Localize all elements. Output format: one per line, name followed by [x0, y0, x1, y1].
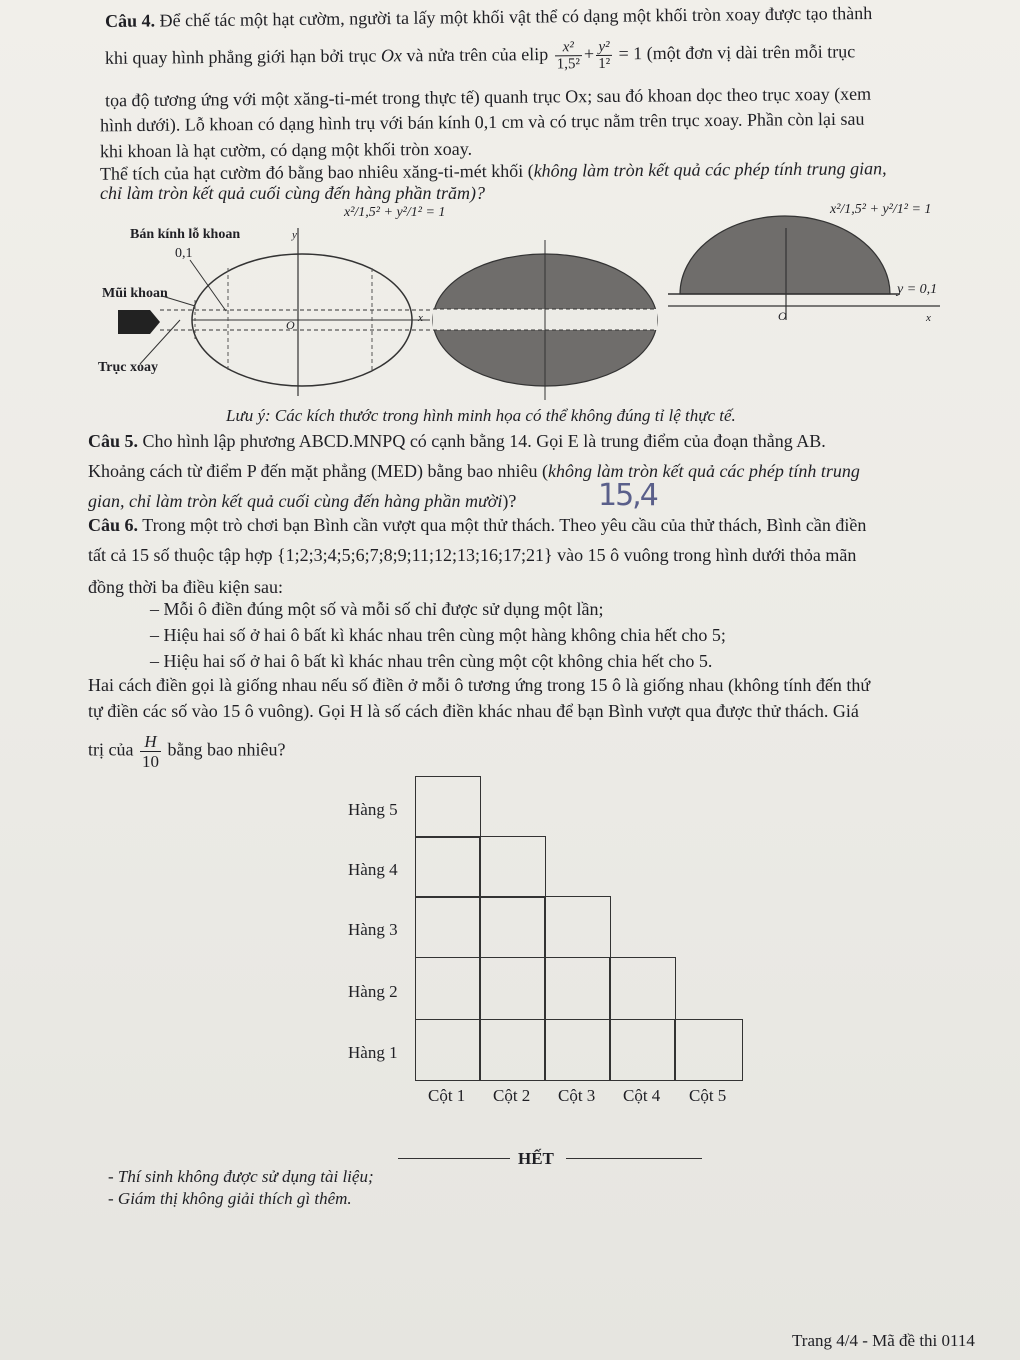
q6-line2: tất cả 15 số thuộc tập hợp {1;2;3;4;5;6;7;8;9;11;12;13;16;17;21} vào 15 ô vuông trong hình dưới thỏa mãn — [88, 545, 857, 565]
half-ellipse — [680, 216, 890, 294]
handwritten-answer: 15,4 — [598, 478, 657, 513]
grid-cell — [415, 896, 481, 958]
end-rule-left — [398, 1158, 510, 1159]
q4-note: Lưu ý: Các kích thước trong hình minh họa có thể không đúng tỉ lệ thực tế. — [226, 406, 736, 425]
label-line-y: y = 0,1 — [897, 282, 938, 297]
grid-cell — [544, 957, 611, 1020]
row-label-3: Hàng 3 — [348, 920, 398, 939]
grid-cell — [479, 957, 546, 1020]
end-rule-right — [566, 1158, 702, 1159]
grid-cell — [479, 1019, 546, 1081]
q6-condition-2: – Hiệu hai số ở hai ô bất kì khác nhau trên cùng một hàng không chia hết cho 5; — [150, 625, 726, 645]
q6-title: Câu 6. — [88, 515, 139, 535]
q5-line1: Câu 5. Cho hình lập phương ABCD.MNPQ có cạnh bằng 14. Gọi E là trung điểm của đoạn thẳng AB. — [88, 431, 826, 451]
q5-line3: gian, chỉ làm tròn kết quả cuối cùng đến hàng phần mười)? — [88, 491, 517, 511]
q4-text-2c: = 1 (một đơn vị dài trên mỗi trục — [618, 41, 856, 64]
end-marker: HẾT — [518, 1149, 554, 1168]
row-label-4: Hàng 4 — [348, 860, 398, 879]
q4-frac-y: $\frac{\text{y²}}{\text{1²}}$ — [596, 39, 612, 72]
grid-cell — [415, 776, 481, 838]
grid-cell — [415, 957, 481, 1020]
grid-cell — [544, 896, 611, 958]
grid-cell — [415, 1019, 481, 1081]
q6-line5: tự điền các số vào 15 ô vuông). Gọi H là số cách điền khác nhau để bạn Bình vượt qua được thử thách. Giá — [88, 701, 859, 721]
q4-line5: khi khoan là hạt cườm, có dạng một khối tròn xoay. — [99, 138, 473, 162]
grid-cell — [479, 896, 546, 958]
row-label-5: Hàng 5 — [348, 800, 398, 819]
q6-condition-3: – Hiệu hai số ở hai ô bất kì khác nhau trên cùng một cột không chia hết cho 5. — [150, 651, 713, 671]
label-x-left: x — [418, 312, 423, 324]
q6-line3: đồng thời ba điều kiện sau: — [88, 577, 283, 597]
q5-line2: Khoảng cách từ điểm P đến mặt phẳng (MED) bằng bao nhiêu (không làm tròn kết quả các phép tính trung — [88, 461, 860, 481]
label-drill-radius: Bán kính lỗ khoan — [130, 227, 241, 242]
col-label-2: Cột 2 — [493, 1086, 531, 1105]
col-label-1: Cột 1 — [428, 1086, 466, 1105]
q4-text-2a: khi quay hình phẳng giới hạn bởi trục — [104, 45, 377, 68]
label-origin-right: O — [778, 309, 787, 323]
label-radius-value: 0,1 — [175, 246, 193, 261]
q4-text-2b: và nửa trên của elip — [406, 44, 549, 66]
q6-line4: Hai cách điền gọi là giống nhau nếu số điền ở mỗi ô tương ứng trong 15 ô là giống nhau (không tính đến thứ — [88, 675, 871, 695]
q6-line1: Câu 6. Trong một trò chơi bạn Bình cần vượt qua một thử thách. Theo yêu cầu của thử thách, Bình cần điền — [88, 515, 867, 535]
q4-line4: hình dưới). Lỗ khoan có dạng hình trụ với bán kính 0,1 cm và có trục nằm trên trục xoay. Phần còn lại sau — [99, 108, 865, 136]
grid-cell — [544, 1019, 611, 1081]
grid-cell — [415, 836, 481, 898]
q5-title: Câu 5. — [88, 431, 139, 451]
equation-left: x²/1,5² + y²/1² = 1 — [344, 205, 446, 220]
q4-line2: khi quay hình phẳng giới hạn bởi trục Ox và nửa trên của elip $\frac{\text{x²}}{\text{1,5²}}$ + $\frac{\text{y²}}{\text{1²}}$ = 1 (một đơn vị dài trên mỗi trục — [104, 38, 856, 73]
q4-text-1: Để chế tác một hạt cườm, người ta lấy một khối vật thể có dạng một khối tròn xoay được tạo thành — [159, 2, 873, 31]
row-label-2: Hàng 2 — [348, 982, 398, 1001]
label-drill-bit: Mũi khoan — [102, 286, 168, 301]
footer-note-1: - Thí sinh không được sử dụng tài liệu; — [108, 1167, 374, 1186]
q4-frac-x: $\frac{\text{x²}}{\text{1,5²}}$ — [555, 39, 583, 72]
label-rotation-axis: Trục xoay — [98, 360, 159, 375]
q4-line7: chỉ làm tròn kết quả cuối cùng đến hàng phần trăm)? — [100, 183, 485, 203]
q6-condition-1: – Mỗi ô điền đúng một số và mỗi số chỉ được sử dụng một lần; — [150, 599, 604, 619]
q6-frac-h: $\frac{H}{10}$ — [141, 732, 159, 771]
q4-figure — [0, 0, 1020, 420]
q6-line6: trị của $\frac{H}{10}$ bằng bao nhiêu? — [88, 732, 286, 771]
grid-cell — [609, 957, 676, 1020]
label-y-left: y — [292, 229, 297, 241]
label-x-right: x — [926, 312, 931, 324]
col-label-3: Cột 3 — [558, 1086, 596, 1105]
page-number: Trang 4/4 - Mã đề thi 0114 — [792, 1331, 975, 1350]
q4-title: Câu 4. — [104, 10, 156, 32]
label-origin-left: O — [286, 318, 295, 332]
col-label-5: Cột 5 — [689, 1086, 727, 1105]
footer-note-2: - Giám thị không giải thích gì thêm. — [108, 1189, 352, 1208]
q4-line3: tọa độ tương ứng với một xăng-ti-mét trong thực tế) quanh trục Ox; sau đó khoan dọc theo trục xoay (xem — [104, 83, 872, 111]
grid-cell — [479, 836, 546, 898]
equation-right: x²/1,5² + y²/1² = 1 — [830, 202, 932, 217]
q4-axis-ox: Ox — [380, 45, 403, 66]
grid-cell — [609, 1019, 676, 1081]
row-label-1: Hàng 1 — [348, 1043, 398, 1062]
grid-cell — [674, 1019, 743, 1081]
col-label-4: Cột 4 — [623, 1086, 661, 1105]
drill-bit-shape — [118, 310, 160, 334]
q4-line6: Thể tích của hạt cườm đó bằng bao nhiêu xăng-ti-mét khối (không làm tròn kết quả các phép tính trung gian, — [99, 158, 887, 184]
